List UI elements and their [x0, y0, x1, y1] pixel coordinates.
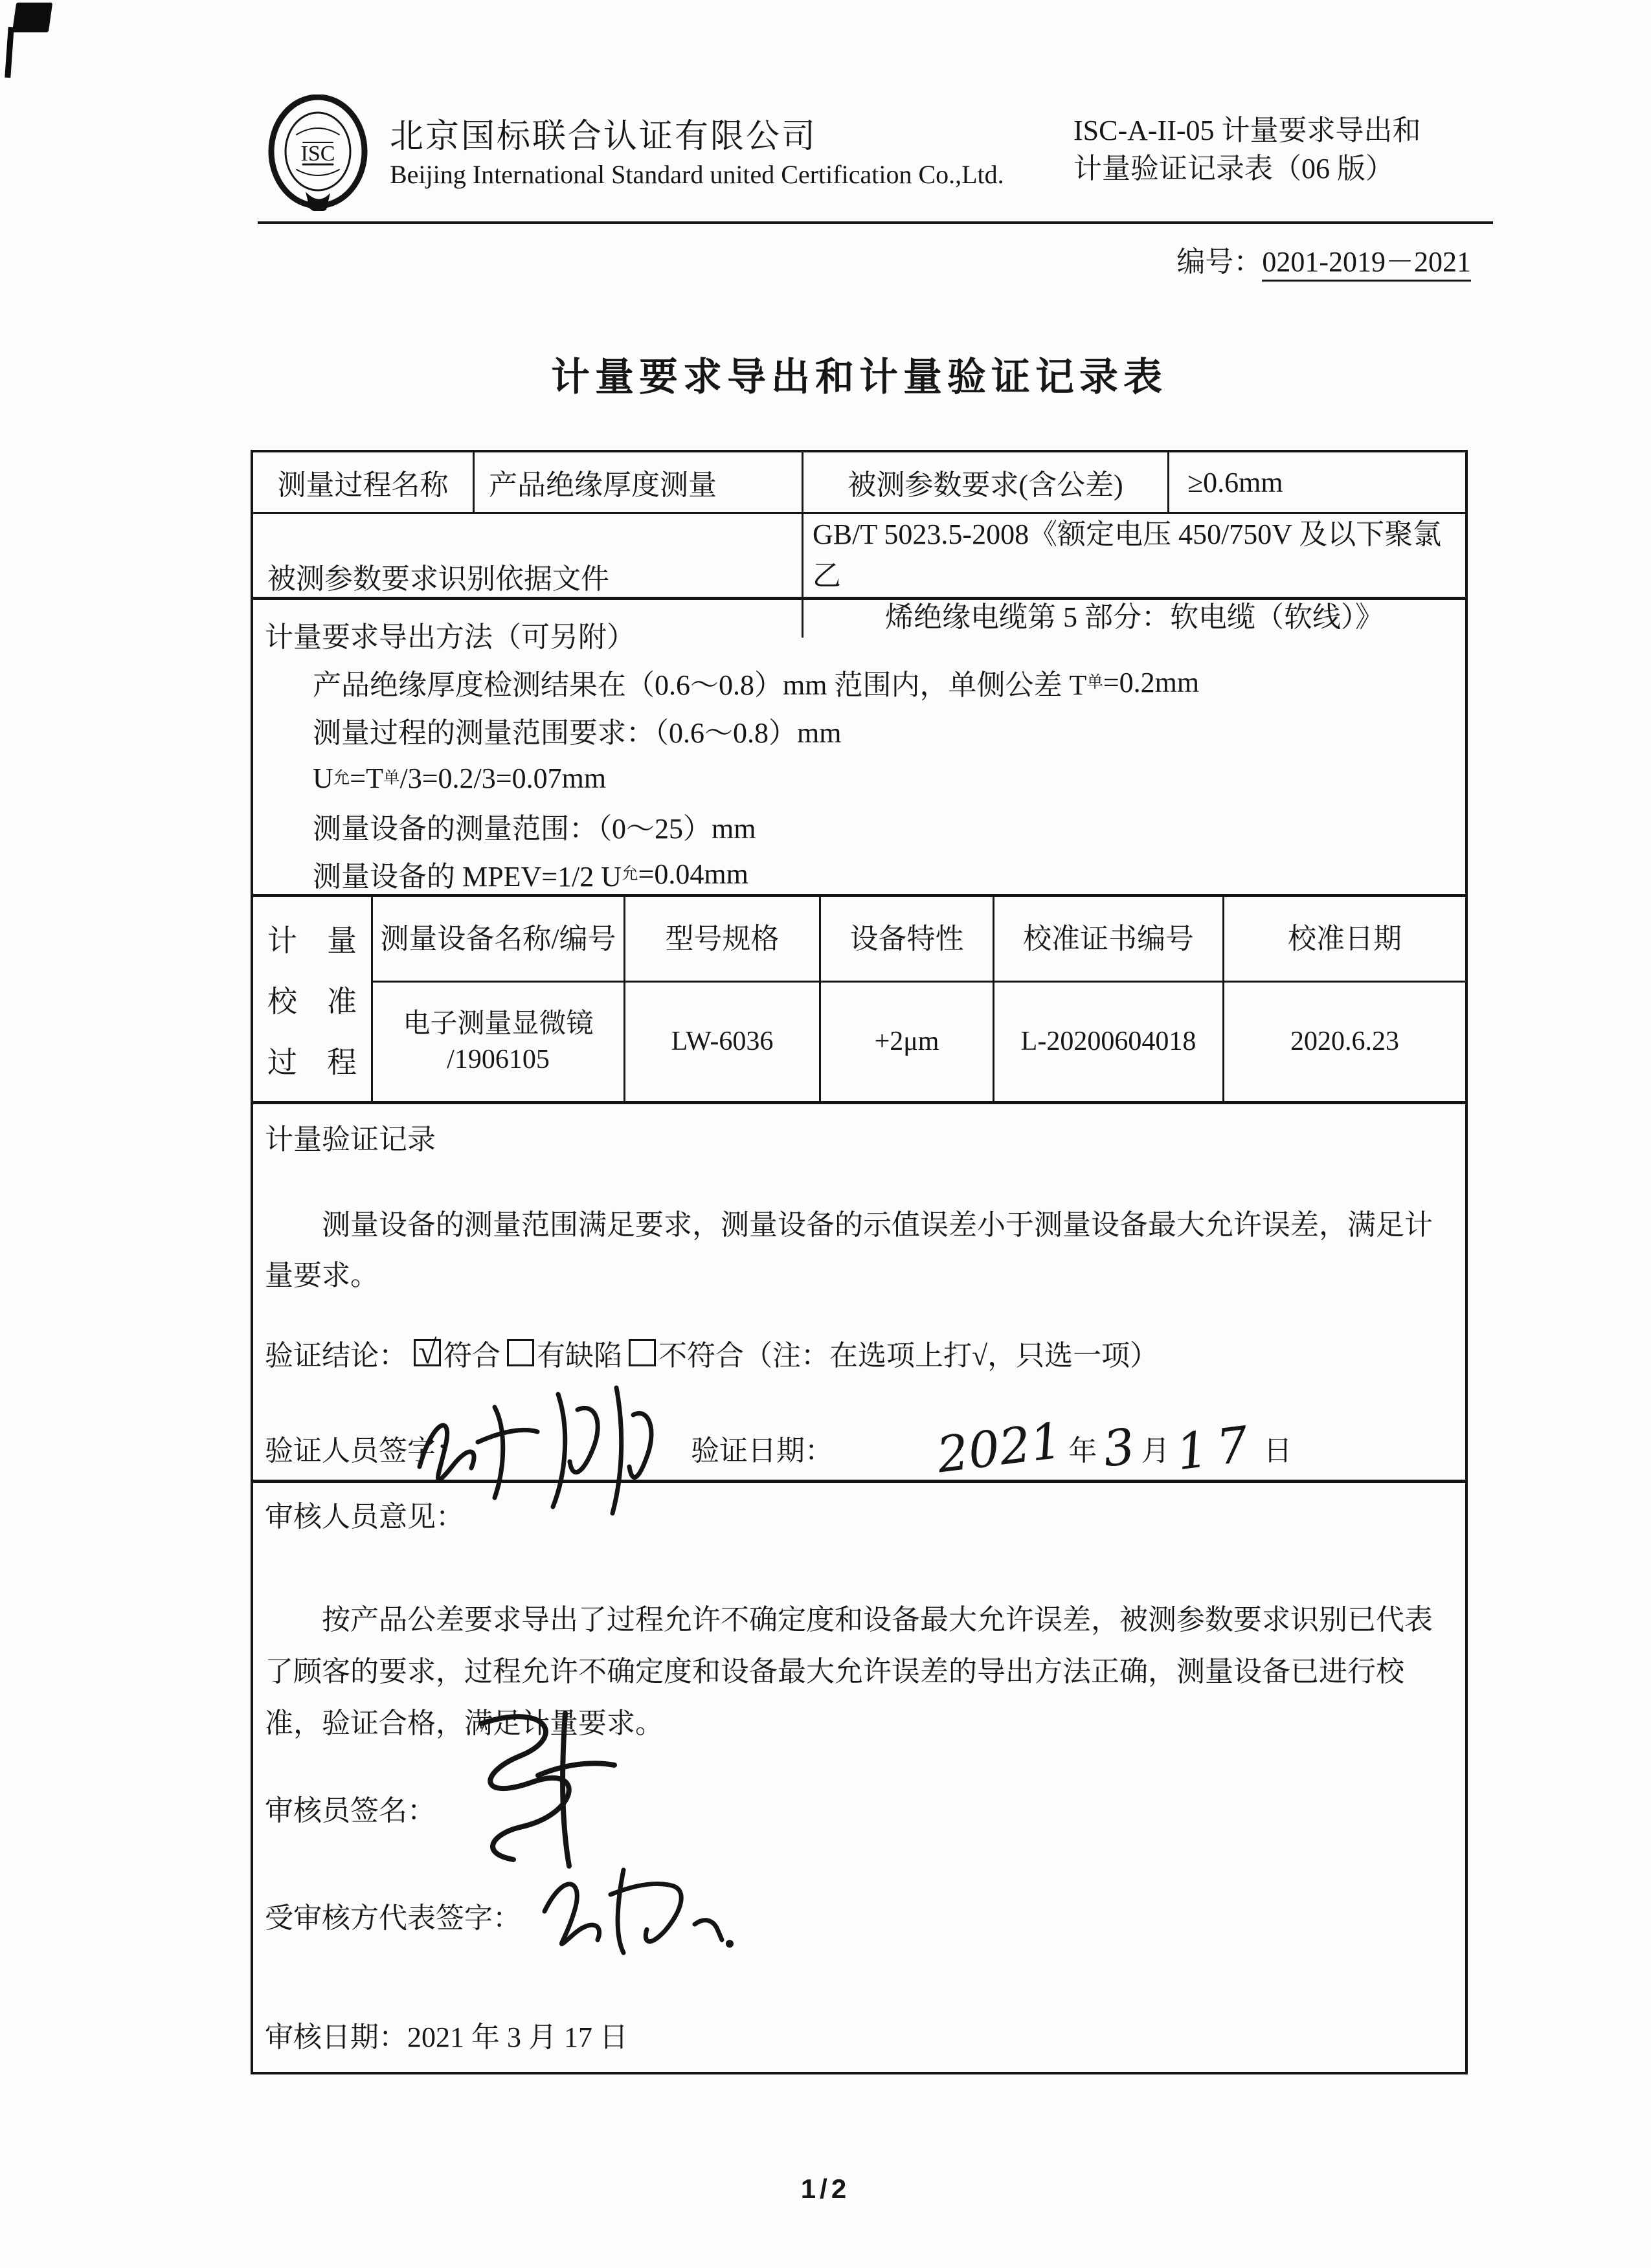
auditee-sign-row: [265, 1895, 521, 1936]
audit-opinion-section: [253, 1483, 1465, 2072]
day-suffix: 日: [1263, 1434, 1292, 1467]
col-header-date: 校准日期: [1224, 897, 1465, 983]
reference-document-label: 被测参数要求识别依据文件: [253, 514, 803, 638]
derivation-line3: U 允 =T 单 /3=0.2/3=0.07mm: [313, 762, 607, 794]
equipment-name: 电子测量显微镜: [403, 1008, 594, 1039]
reference-document-value: [803, 514, 1465, 638]
conclusion-label: 验证结论：: [265, 1340, 407, 1372]
derivation-line4: 测量设备的测量范围：（0～25）mm: [313, 813, 756, 845]
company-name-cn: 北京国标联合认证有限公司: [390, 118, 818, 155]
row-reference-document: [253, 514, 1465, 633]
col-header-certificate: 校准证书编号: [994, 897, 1224, 983]
col-header-characteristic: 设备特性: [821, 897, 994, 983]
calibration-process-section: [253, 897, 1465, 1104]
derivation-line1-text: 产品绝缘厚度检测结果在（0.6～0.8）mm 范围内，单侧公差 T: [313, 669, 1087, 701]
equipment-characteristic-cell: +2μm: [821, 983, 994, 1101]
parameter-requirement-value: ≥0.6mm: [1187, 466, 1283, 498]
row-process-name: [253, 452, 1465, 514]
side-label-line: 校 准: [267, 984, 357, 1018]
record-form-table: [251, 450, 1468, 2074]
serial-number: [1176, 238, 1471, 280]
verification-conclusion: [253, 1332, 1465, 1373]
derivation-line5-tail: =0.04mm: [638, 858, 748, 890]
calibration-table: [373, 897, 1465, 1101]
company-name-en: Beijing International Standard united Certification Co.,Ltd.: [390, 160, 1004, 189]
equipment-number: /1906105: [447, 1044, 550, 1074]
year-suffix: 年: [1068, 1434, 1097, 1467]
verification-heading: 计量验证记录: [265, 1124, 436, 1155]
process-name-label: 测量过程名称: [253, 452, 475, 512]
check-mark: √: [418, 1334, 437, 1371]
certificate-number-cell: L-20200604018: [994, 983, 1224, 1101]
verification-paragraph: 测量设备的测量范围满足要求，测量设备的示值误差小于测量设备最大允许误差，满足计量要求。: [265, 1209, 1433, 1291]
calibration-date-cell: 2020.6.23: [1290, 1027, 1399, 1057]
audit-date: 审核日期：2021 年 3 月 17 日: [265, 2021, 628, 2053]
scan-artifact: [12, 3, 52, 32]
option-conform-label: 符合: [444, 1340, 500, 1372]
serial-label: 编号：: [1176, 246, 1263, 278]
verification-record-section: [253, 1104, 1465, 1483]
handwritten-day: 17: [1173, 1414, 1261, 1482]
verifier-sign-label: 验证人员签字：: [265, 1434, 464, 1467]
reference-document-line2: 烯绝缘电缆第 5 部分：软电缆（软线）》: [885, 601, 1384, 633]
equipment-model-cell: LW-6036: [625, 983, 821, 1101]
logo-text: ISC: [300, 142, 335, 166]
calibration-side-label: [253, 897, 373, 1101]
checkbox-nonconform: [629, 1339, 656, 1366]
doc-code-line2: 计量验证记录表（06 版）: [1073, 153, 1394, 185]
derivation-heading: 计量要求导出方法（可另附）: [265, 621, 635, 653]
reference-document-line1: GB/T 5023.5-2008《额定电压 450/750V 及以下聚氯乙: [813, 518, 1442, 592]
page-number: 1/2: [800, 2174, 851, 2204]
audit-paragraph: 按产品公差要求导出了过程允许不确定度和设备最大允许误差，被测参数要求识别已代表了顾客的要求，过程允许不确定度和设备最大允许误差的导出方法正确，测量设备已进行校准，验证合格，满足计量要求。: [265, 1604, 1433, 1739]
equipment-name-cell: [373, 983, 625, 1101]
parameter-requirement-label: 被测参数要求(含公差): [803, 452, 1169, 512]
serial-value: 0201-2019－2021: [1262, 246, 1471, 282]
side-label-line: 过 程: [267, 1045, 357, 1079]
option-defective-label: 有缺陷: [537, 1340, 622, 1372]
derivation-line3-text: U: [313, 762, 333, 794]
conclusion-note: （注：在选项上打√，只选一项）: [744, 1340, 1159, 1372]
checkbox-conform: [414, 1334, 441, 1371]
derivation-line1: 产品绝缘厚度检测结果在（0.6～0.8）mm 范围内，单侧公差 T 单 =0.2mm: [265, 658, 1465, 706]
derivation-line3-tail: /3=0.2/3=0.07mm: [399, 762, 607, 794]
auditor-sign-label: 审核员签名：: [265, 1795, 436, 1827]
page-title: 计量要求导出和计量验证记录表: [551, 356, 1167, 399]
handwritten-year: 2021: [934, 1411, 1066, 1484]
derivation-line3-mid: =T: [350, 762, 383, 794]
col-header-equipment: 测量设备名称/编号: [373, 897, 625, 983]
derivation-line1-tail: =0.2mm: [1103, 666, 1200, 698]
col-header-model: 型号规格: [625, 897, 821, 983]
option-nonconform-label: 不符合: [658, 1340, 744, 1372]
checkbox-defective: [507, 1339, 534, 1366]
auditor-sign-row: [265, 1787, 436, 1829]
doc-code: [1073, 111, 1501, 188]
handwritten-month: 3: [1100, 1417, 1139, 1478]
derivation-line5-text: 测量设备的 MPEV=1/2 U: [313, 861, 622, 893]
side-label-line: 计 量: [267, 924, 357, 957]
scan-artifact: [5, 27, 14, 78]
doc-code-line1: ISC-A-II-05 计量要求导出和: [1073, 115, 1421, 146]
derivation-method-section: [253, 600, 1465, 897]
verify-date-label: 验证日期：: [691, 1434, 833, 1467]
header-rule: [258, 221, 1493, 224]
derivation-line2: 测量过程的测量范围要求：（0.6～0.8）mm: [313, 717, 842, 749]
derivation-line5: 测量设备的 MPEV=1/2 U 允 =0.04mm: [265, 850, 1465, 898]
isc-logo: [265, 94, 370, 211]
audit-heading: 审核人员意见：: [265, 1501, 464, 1533]
process-name-value: 产品绝缘厚度测量: [475, 452, 803, 512]
month-suffix: 月: [1141, 1434, 1170, 1467]
auditee-signature: [525, 1832, 739, 1968]
auditee-sign-label: 受审核方代表签字：: [265, 1902, 521, 1934]
